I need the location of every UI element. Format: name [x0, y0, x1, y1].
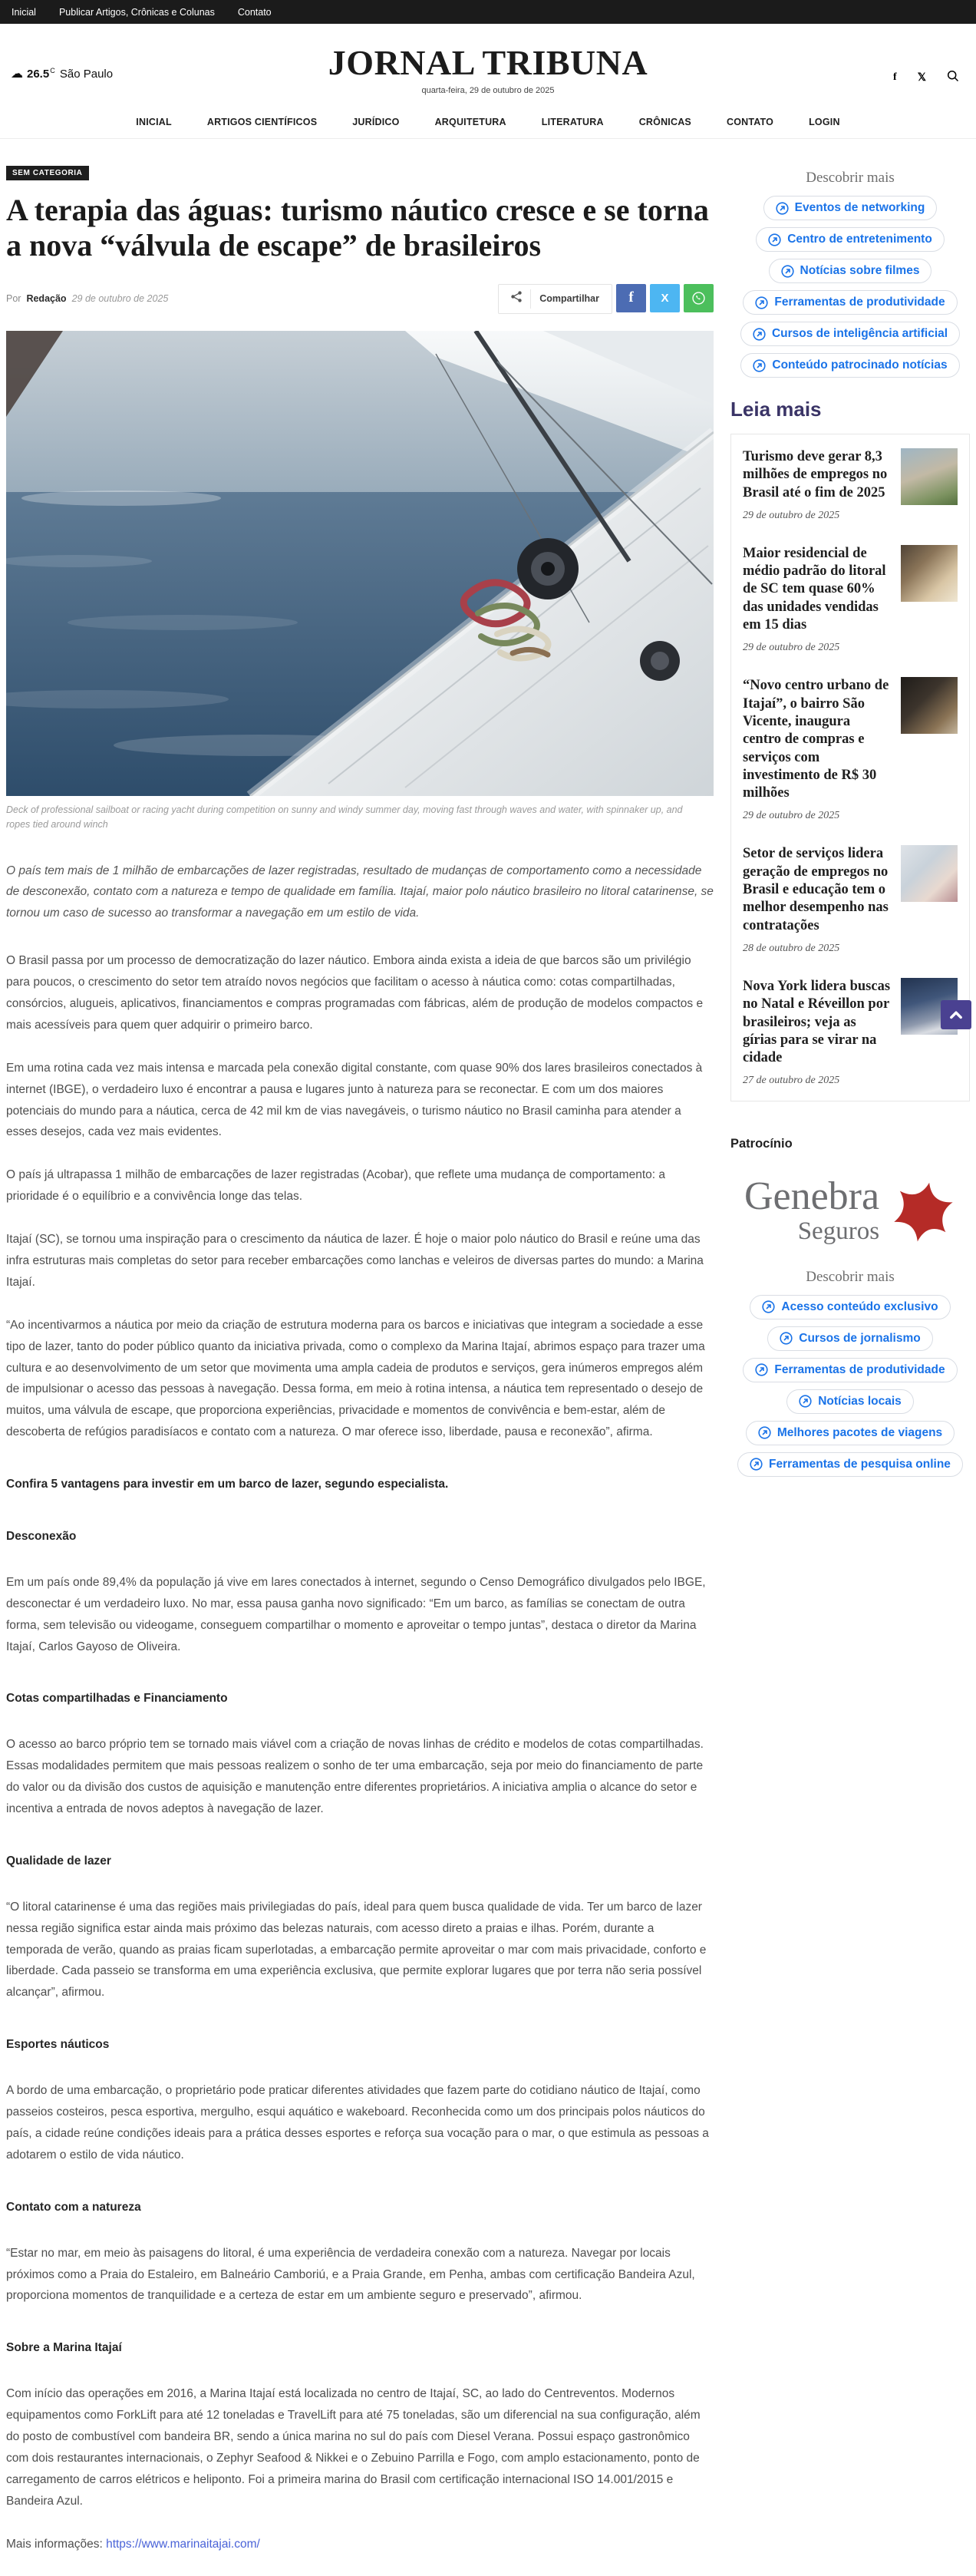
article-paragraph: Itajaí (SC), se tornou uma inspiração para o crescimento da náutica de lazer. É hoje o maior polo náutico do Brasil e reúne uma das infra estruturas mais completas do setor para receber embarcações como lanchas e veleiros de diversas partes do mundo: a Marina Itajaí. — [6, 1233, 704, 1289]
article-subheading: Esportes náuticos — [6, 2038, 110, 2052]
article-title: A terapia das águas: turismo náutico cresce e se torna a nova “válvula de escape” de brasileiros — [6, 193, 709, 263]
header-date: quarta-feira, 29 de outubro de 2025 — [421, 86, 555, 95]
ad-chip[interactable]: Ferramentas de produtividade — [743, 290, 957, 315]
share-icon — [511, 291, 522, 306]
news-item-title: Turismo deve gerar 8,3 milhões de empregos no Brasil até o fim de 2025 — [743, 449, 888, 500]
ad-chip[interactable]: Acesso conteúdo exclusivo — [750, 1295, 950, 1319]
nav-item[interactable]: CRÔNICAS — [638, 117, 691, 127]
leia-mais-title: Leia mais — [730, 398, 822, 421]
ad-chip[interactable]: Centro de entretenimento — [756, 227, 945, 252]
weather-unit: C — [50, 67, 55, 74]
article-paragraph: O acesso ao barco próprio tem se tornado mais viável com a criação de novas linhas de crédito e modelos de cotas compartilhadas. Essas modalidades permitem que mais pessoas realizem o sonho de ter uma embarcação, seja por meio do financiamento de parte do valor ou da divisão dos custos de aquisição e manutenção entre diferentes proprietários. A iniciativa amplia o alcance do setor e incentiva a entrada de novos adeptos à navegação de lazer. — [6, 1738, 704, 1816]
top-bar — [0, 0, 976, 24]
category-badge[interactable]: SEM CATEGORIA — [6, 166, 89, 180]
ad-arrow-icon — [750, 1458, 763, 1471]
topbar-link[interactable]: Inicial — [12, 6, 36, 18]
search-icon[interactable] — [947, 70, 959, 84]
nav-item[interactable]: CONTATO — [726, 117, 774, 127]
article-subheading: Qualidade de lazer — [6, 1854, 111, 1868]
news-item-date: 29 de outubro de 2025 — [743, 509, 840, 521]
nav-item[interactable]: INICIAL — [136, 117, 172, 127]
ad-chip[interactable]: Ferramentas de produtividade — [743, 1358, 957, 1382]
ad-chip[interactable]: Cursos de jornalismo — [767, 1326, 932, 1351]
cloud-icon: ☁ — [11, 68, 23, 81]
header-social — [893, 70, 959, 84]
more-info-link[interactable]: https://www.marinaitajai.com/ — [106, 2537, 260, 2551]
sponsor-name: Genebra — [744, 1174, 880, 1219]
discover-ad-block-2 — [730, 1269, 970, 1477]
x-twitter-icon[interactable]: 𝕏 — [917, 71, 926, 83]
news-item-date: 29 de outubro de 2025 — [743, 642, 840, 654]
topbar-link[interactable]: Contato — [237, 6, 272, 18]
article-subheading: Desconexão — [6, 1530, 77, 1544]
news-item-title: Maior residencial de médio padrão do litoral de SC tem quase 60% das unidades vendidas em 15 dias — [743, 545, 886, 633]
article-paragraph: O país já ultrapassa 1 milhão de embarcações de lazer registradas (Acobar), que reflete uma mudança de comportamento: a prioridade é o equilíbrio e a convivência longe das telas. — [6, 1168, 665, 1204]
discover-title: Descobrir mais — [806, 1268, 895, 1285]
news-thumbnail — [901, 677, 958, 734]
ad-arrow-icon — [776, 202, 789, 215]
weather-widget — [11, 67, 113, 81]
related-news-box — [730, 434, 970, 1101]
ad-chip[interactable]: Eventos de networking — [763, 196, 938, 220]
share-divider — [530, 289, 531, 309]
sidebar — [730, 165, 970, 2576]
ad-arrow-icon — [753, 328, 766, 341]
article-paragraph: O Brasil passa por um processo de democratização do lazer náutico. Embora ainda exista a ideia de que barcos são um privilégio para poucos, o crescimento do setor tem atraído novos negócios que facilitam o acesso à náutica como: cotas compartilhadas, consórcios, alugueis, aplicativos, financiamentos e compras programadas com fábricas, além de produção de modelos compactos e mais acessíveis para quem quer adquirir o primeiro barco. — [6, 954, 704, 1032]
ad-arrow-icon — [762, 1300, 775, 1313]
news-item[interactable] — [743, 448, 958, 522]
nav-item[interactable]: LOGIN — [809, 117, 840, 127]
article-paragraph: “O litoral catarinense é uma das regiões mais privilegiadas do país, ideal para quem busca qualidade de vida. Ter um barco de lazer nessa região significa estar ainda mais próximo das belezas naturais, com acesso direto a praias e ilhas. Porém, durante a temporada de verão, quando as praias ficam superlotadas, a embarcação permite aproveitar o mar com mais privacidade, conforto e liberdade. Cada passeio se transforma em uma experiência exclusiva, que permite explorar lugares que por terra não seria possível alcançar”, afirmou. — [6, 1900, 707, 2000]
ad-arrow-icon — [768, 233, 781, 246]
article-subheading: Cotas compartilhadas e Financiamento — [6, 1692, 228, 1706]
ad-chip[interactable]: Melhores pacotes de viagens — [746, 1421, 955, 1445]
news-item-date: 28 de outubro de 2025 — [743, 942, 840, 954]
author-name[interactable]: Redação — [26, 293, 67, 305]
share-buttons — [498, 284, 714, 314]
ad-arrow-icon — [781, 265, 794, 278]
byline-prefix: Por — [6, 293, 21, 305]
news-thumbnail — [901, 545, 958, 602]
discover-ad-block-1 — [730, 170, 970, 378]
weather-temp: 26.5 — [27, 68, 50, 81]
news-item[interactable] — [743, 545, 958, 654]
news-item-date: 27 de outubro de 2025 — [743, 1075, 840, 1087]
ad-arrow-icon — [780, 1332, 793, 1345]
article-paragraph: Em uma rotina cada vez mais intensa e marcada pela conexão digital constante, com quase 90% dos lares brasileiros conectados à internet (IBGE), o verdadeiro luxo é encontrar a pausa e lugares junto à natureza para se reconectar. E com um dos maiores potenciais do mundo para a náutica, cerca de 42 mil km de vias navegáveis, o turismo náutico no Brasil caminha para atender a esses desejos, cada vez mais evidentes. — [6, 1061, 703, 1139]
x-share-button[interactable]: X — [650, 284, 680, 312]
news-thumbnail — [901, 448, 958, 505]
article-paragraph: O país tem mais de 1 milhão de embarcações de lazer registradas, resultado de mudanças de comportamento como a necessidade de desconexão, contato com a natureza e tempo de qualidade em família. Itajaí, maior polo náutico brasileiro no litoral catarinense, se tornou um caso de sucesso ao transformar a navegação em um estilo de vida. — [6, 864, 714, 920]
nav-item[interactable]: ARTIGOS CIENTÍFICOS — [206, 117, 318, 127]
article-subheading: Contato com a natureza — [6, 2200, 141, 2214]
news-item-title: Nova York lidera buscas no Natal e Réveillon por brasileiros; veja as gírias para se virar na cidade — [743, 978, 891, 1066]
news-item[interactable] — [743, 677, 958, 822]
share-label: Compartilhar — [539, 293, 599, 305]
news-item-title: “Novo centro urbano de Itajaí”, o bairro São Vicente, inaugura centro de compras e serviços com investimento de R$ 30 milhões — [743, 678, 889, 801]
site-header — [0, 24, 976, 104]
article-subheading: Sobre a Marina Itajaí — [6, 2341, 122, 2355]
article-subheading: Confira 5 vantagens para investir em um barco de lazer, segundo especialista. — [6, 1478, 449, 1491]
article-paragraph: Em um país onde 89,4% da população já vive em lares conectados à internet, segundo o Censo Demográfico divulgados pelo IBGE, desconectar é um verdadeiro luxo. No mar, essa pausa ganha novo significado: “Em um barco, as famílias se conectam de outra forma, sem televisão ou videogame, conseguem compartilhar o momento e aproveitar o tempo juntas”, destaca o diretor da Marina Itajaí, Carlos Gayoso de Oliveira. — [6, 1575, 706, 1653]
share-button[interactable] — [498, 284, 612, 314]
ad-chip[interactable]: Ferramentas de pesquisa online — [737, 1452, 963, 1477]
main-nav — [0, 104, 976, 139]
hero-image — [6, 331, 714, 833]
nav-item[interactable]: ARQUITETURA — [434, 117, 506, 127]
discover-title: Descobrir mais — [806, 170, 895, 186]
ad-chip[interactable]: Conteúdo patrocinado notícias — [740, 353, 959, 378]
ad-arrow-icon — [758, 1426, 771, 1439]
facebook-icon[interactable]: f — [893, 71, 897, 83]
whatsapp-share-button[interactable] — [684, 284, 714, 312]
news-item-date: 29 de outubro de 2025 — [743, 810, 840, 822]
news-thumbnail — [901, 845, 958, 902]
ad-arrow-icon — [799, 1395, 812, 1408]
article-paragraph: “Estar no mar, em meio às paisagens do litoral, é uma experiência de verdadeira conexão com a natureza. Navegar por locais próximos como a Praia do Estaleiro, em Balneário Camboriú, e a Praia Grande, em Penha, ambas com certificação Bandeira Azul, proporciona momentos de tranquilidade e a certeza de estar em um ambiente seguro e preservado”, afirmou. — [6, 2246, 695, 2303]
chevron-up-icon — [948, 1006, 964, 1023]
ad-arrow-icon — [755, 1363, 768, 1376]
patrocinio-title: Patrocínio — [730, 1137, 793, 1151]
ad-chip[interactable]: Notícias sobre filmes — [769, 259, 932, 283]
hero-caption: Deck of professional sailboat or racing yacht during competition on sunny and windy summer day, moving fast through waves and water, with spinnaker up, and ropes tied around winch — [6, 804, 683, 831]
article — [6, 165, 714, 2576]
ad-arrow-icon — [755, 296, 768, 309]
ad-chip[interactable]: Notícias locais — [786, 1389, 914, 1414]
article-paragraph: A bordo de uma embarcação, o proprietário pode praticar diferentes atividades que fazem parte do cotidiano náutico de Itajaí, como passeios costeiros, pesca esportiva, mergulho, esqui aquático e wakeboard. Reconhecida como um dos principais polos náuticos do país, a cidade reúne condições ideais para a prática desses esportes e reforça sua vocação para o mar, o que estimula as pessoas a adotarem o estilo de vida náutico. — [6, 2084, 709, 2162]
article-date: 29 de outubro de 2025 — [71, 293, 169, 305]
article-paragraph: “Ao incentivarmos a náutica por meio da criação de estrutura moderna para os barcos e iniciativas que integram a sociedade a esse tipo de lazer, tanto do poder público quanto da iniciativa privada, como o complexo da Marina Itajaí, abrimos espaço para trazer uma cultura e ao desenvolvimento de um setor que movimenta uma ampla cadeia de produtos e serviços, gera inúmeros empregos além de impulsionar o acesso das pessoas à navegação. Dessa forma, em meio à rotina intensa, a náutica tem representado o desejo de muitos, uma válvula de escape, que proporciona experiências, privacidade e momentos de convivência e bem-estar, além de descoberta de refúgios paradisíacos e contato com a natureza. O mar oferece isso, liberdade, pausa e reconexão”, afirma. — [6, 1318, 705, 1439]
facebook-share-button[interactable]: f — [616, 284, 646, 312]
sponsor-subtitle: Seguros — [797, 1217, 880, 1245]
topbar-link[interactable]: Publicar Artigos, Crônicas e Colunas — [58, 6, 215, 18]
article-paragraph: Com início das operações em 2016, a Marina Itajaí está localizada no centro de Itajaí, SC, ao lado do Centreventos. Modernos equipamentos como ForkLift para até 12 toneladas e TravelLift para até 75 toneladas, são um diferencial na sua configuração, além do posto de combustível com bandeira BR, sendo a única marina no sul do país com Diesel Verana. Possui espaço gastronômico com dois restaurantes internacionais, o Zephyr Seafood & Nikkei e o Zebuino Parrilla e Fogo, com amplo estacionamento, ponto de carregamento de carros elétricos e heliponto. Foi a primeira marina do Brasil com certificação internacional ISO 14.001/2015 e Bandeira Azul. — [6, 2387, 701, 2508]
ad-chip[interactable]: Cursos de inteligência artificial — [740, 322, 960, 346]
article-paragraph: Mais informações: https://www.marinaitajai.com/ — [6, 2537, 260, 2551]
nav-item[interactable]: JURÍDICO — [352, 117, 400, 127]
ad-arrow-icon — [753, 359, 766, 372]
news-item-title: Setor de serviços lidera geração de empregos no Brasil e educação tem o melhor desempenho nas contratações — [743, 846, 889, 933]
scroll-to-top-button[interactable] — [941, 1000, 971, 1029]
news-item[interactable] — [743, 978, 958, 1087]
news-item[interactable] — [743, 845, 958, 954]
nav-item[interactable]: LITERATURA — [541, 117, 604, 127]
sponsor-star-icon — [890, 1179, 956, 1245]
weather-city: São Paulo — [59, 68, 114, 81]
article-body — [6, 860, 714, 2555]
site-logo[interactable]: JORNAL TRIBUNA — [328, 43, 648, 82]
byline — [6, 293, 168, 304]
sponsor-logo[interactable] — [730, 1165, 970, 1265]
